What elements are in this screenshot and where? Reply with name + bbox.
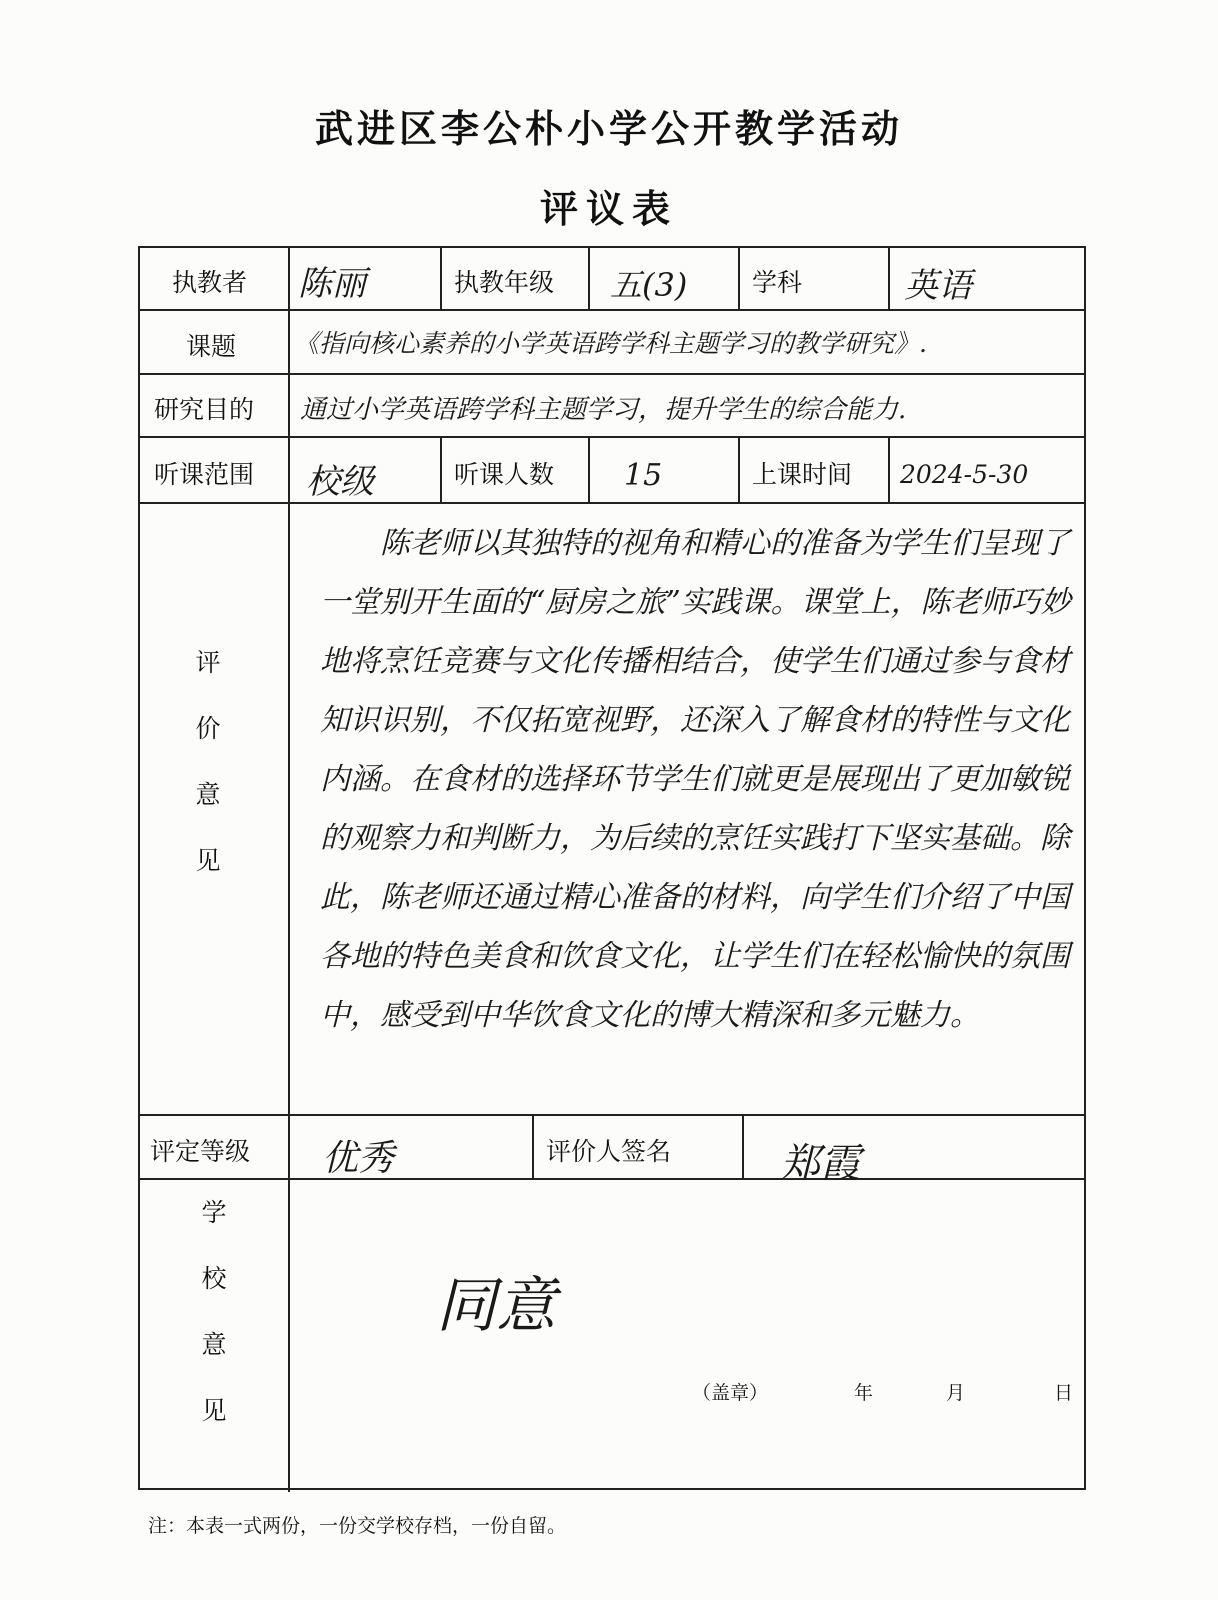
evaluation-form bbox=[138, 246, 1086, 1490]
purpose-label: 研究目的 bbox=[154, 395, 255, 424]
school-opinion-label: 学 校 意 见 bbox=[201, 1198, 227, 1425]
page-title: 武进区李公朴小学公开教学活动 bbox=[314, 107, 903, 151]
teacher-value: 陈丽 bbox=[298, 264, 366, 304]
time-label: 上课时间 bbox=[752, 460, 853, 489]
comments-value: 陈老师以其独特的视角和精心的准备为学生们呈现了一堂别开生面的“厨房之旅”实践课。课堂上，陈老师巧妙地将烹饪竞赛与文化传播相结合，使学生们通过参与食材知识识别，不仅拓宽视野，还深入了解食材的特性与文化内涵。在食材的选择环节学生们就更是展现出了更加敏锐的观察力和判断力，为后续的烹饪实践打下坚实基础。除此，陈老师还通过精心准备的材料，向学生们介绍了中国各地的特色美食和饮食文化，让学生们在轻松愉快的氛围中，感受到中华饮食文化的博大精深和多元魅力。 bbox=[320, 526, 1071, 1033]
subject-value: 英语 bbox=[904, 266, 972, 306]
subject-label: 学科 bbox=[752, 268, 803, 297]
grade-label: 执教年级 bbox=[454, 268, 555, 297]
comments-label: 评 价 意 见 bbox=[195, 648, 221, 875]
month-label: 月 bbox=[946, 1382, 966, 1404]
year-label: 年 bbox=[854, 1382, 874, 1404]
evaluator-label: 评价人签名 bbox=[546, 1137, 672, 1166]
listeners-label: 听课人数 bbox=[454, 460, 555, 489]
rating-label: 评定等级 bbox=[150, 1137, 251, 1166]
rating-value: 优秀 bbox=[322, 1138, 395, 1179]
footer-note: 注：本表一式两份，一份交学校存档，一份自留。 bbox=[148, 1515, 567, 1537]
page-subtitle: 评议表 bbox=[539, 187, 678, 231]
topic-label: 课题 bbox=[186, 332, 237, 361]
scope-value: 校级 bbox=[306, 462, 374, 502]
purpose-value: 通过小学英语跨学科主题学习，提升学生的综合能力. bbox=[300, 395, 907, 425]
topic-value: 《指向核心素养的小学英语跨学科主题学习的教学研究》. bbox=[294, 329, 927, 358]
day-label: 日 bbox=[1054, 1382, 1074, 1404]
time-value: 2024-5-30 bbox=[900, 460, 1029, 489]
evaluator-signature: 郑霞 bbox=[780, 1141, 860, 1187]
stamp-label: （盖章） bbox=[692, 1382, 769, 1404]
school-opinion-value: 同意 bbox=[436, 1271, 556, 1341]
grade-value: 五(3) bbox=[610, 266, 688, 304]
listeners-value: 15 bbox=[624, 458, 663, 493]
teacher-label: 执教者 bbox=[172, 268, 248, 297]
scope-label: 听课范围 bbox=[154, 460, 255, 489]
